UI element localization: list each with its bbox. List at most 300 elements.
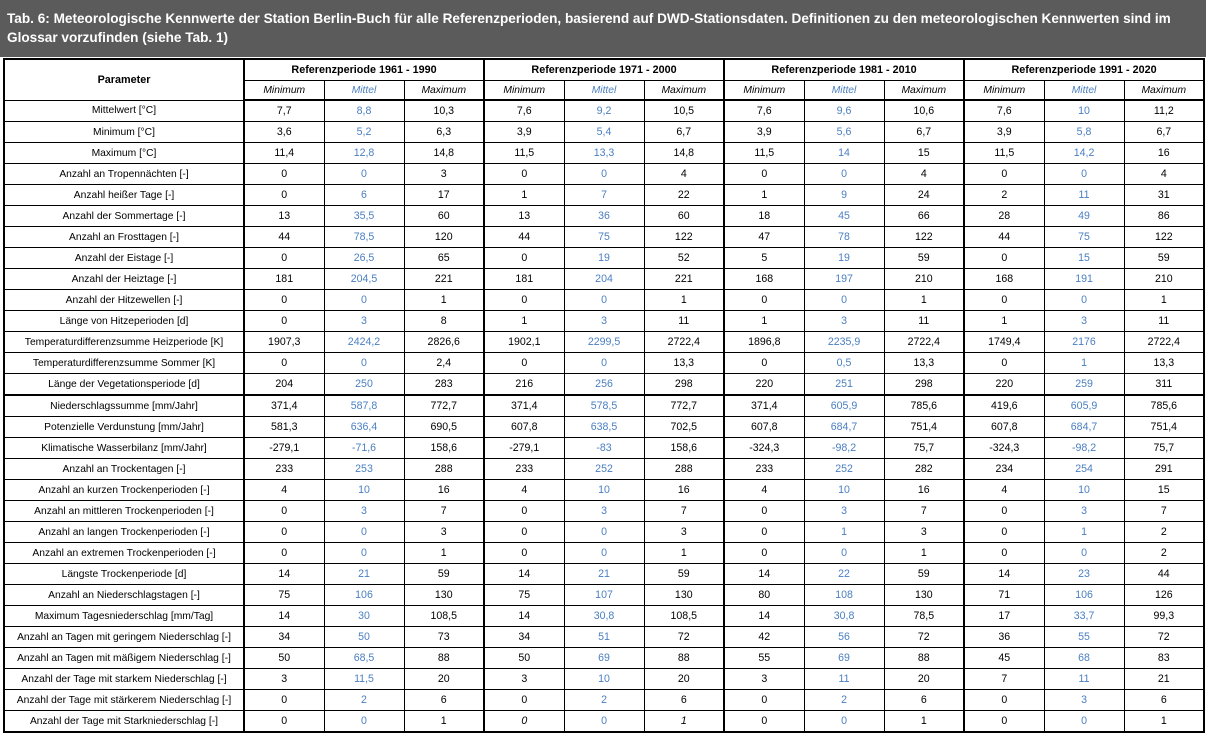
- cell-maximum: 11: [1124, 311, 1204, 332]
- cell-minimum: 3: [244, 669, 324, 690]
- cell-minimum: 50: [484, 648, 564, 669]
- table-row: [4, 353, 1204, 374]
- cell-maximum: 20: [644, 669, 724, 690]
- cell-maximum: 1: [1124, 711, 1204, 733]
- cell-minimum: 5: [724, 248, 804, 269]
- cell-maximum: 99,3: [1124, 606, 1204, 627]
- cell-maximum: 282: [884, 459, 964, 480]
- cell-minimum: 3,9: [964, 122, 1044, 143]
- cell-maximum: 1: [404, 290, 484, 311]
- cell-maximum: 1: [644, 711, 724, 733]
- cell-mittel: 23: [1044, 564, 1124, 585]
- cell-minimum: 11,5: [724, 143, 804, 164]
- meteorological-table: [3, 58, 1205, 733]
- cell-maximum: 122: [644, 227, 724, 248]
- cell-maximum: 210: [1124, 269, 1204, 290]
- cell-maximum: 13,3: [884, 353, 964, 374]
- parameter-name: Klimatische Wasserbilanz [mm/Jahr]: [4, 438, 244, 459]
- parameter-name: Anzahl der Tage mit Starkniederschlag [-]: [4, 711, 244, 733]
- cell-maximum: 2722,4: [644, 332, 724, 353]
- table-row: [4, 100, 1204, 122]
- table-row: [4, 585, 1204, 606]
- cell-mittel: 19: [564, 248, 644, 269]
- cell-mittel: 0: [564, 290, 644, 311]
- cell-maximum: 1: [404, 711, 484, 733]
- cell-minimum: 0: [964, 353, 1044, 374]
- cell-maximum: 7: [404, 501, 484, 522]
- cell-minimum: 0: [724, 164, 804, 185]
- cell-mittel: 605,9: [804, 395, 884, 417]
- cell-mittel: 684,7: [1044, 417, 1124, 438]
- cell-minimum: 14: [964, 564, 1044, 585]
- cell-mittel: 78,5: [324, 227, 404, 248]
- cell-mittel: 250: [324, 374, 404, 396]
- parameter-name: Maximum Tagesniederschlag [mm/Tag]: [4, 606, 244, 627]
- cell-minimum: 7,6: [484, 100, 564, 122]
- cell-maximum: 14,8: [404, 143, 484, 164]
- cell-minimum: 0: [964, 501, 1044, 522]
- cell-minimum: 168: [724, 269, 804, 290]
- cell-minimum: 44: [964, 227, 1044, 248]
- cell-minimum: 4: [724, 480, 804, 501]
- cell-maximum: 291: [1124, 459, 1204, 480]
- cell-minimum: 1749,4: [964, 332, 1044, 353]
- cell-minimum: 204: [244, 374, 324, 396]
- cell-maximum: 2826,6: [404, 332, 484, 353]
- cell-mittel: 12,8: [324, 143, 404, 164]
- cell-maximum: 1: [644, 290, 724, 311]
- cell-mittel: 251: [804, 374, 884, 396]
- cell-maximum: 6: [644, 690, 724, 711]
- cell-maximum: 20: [404, 669, 484, 690]
- cell-maximum: 3: [644, 522, 724, 543]
- cell-maximum: 772,7: [644, 395, 724, 417]
- cell-mittel: 3: [564, 311, 644, 332]
- cell-minimum: 0: [244, 164, 324, 185]
- cell-maximum: 73: [404, 627, 484, 648]
- cell-maximum: 4: [1124, 164, 1204, 185]
- cell-mittel: 0: [564, 353, 644, 374]
- cell-minimum: 1: [484, 311, 564, 332]
- cell-mittel: 75: [1044, 227, 1124, 248]
- cell-mittel: 11: [1044, 669, 1124, 690]
- parameter-name: Minimum [°C]: [4, 122, 244, 143]
- cell-maximum: 59: [1124, 248, 1204, 269]
- subheader-maximum: Maximum: [884, 81, 964, 101]
- cell-minimum: 14: [724, 564, 804, 585]
- cell-minimum: 4: [964, 480, 1044, 501]
- cell-minimum: 14: [484, 606, 564, 627]
- cell-minimum: 0: [484, 353, 564, 374]
- cell-maximum: 72: [1124, 627, 1204, 648]
- cell-maximum: 83: [1124, 648, 1204, 669]
- cell-maximum: 2722,4: [1124, 332, 1204, 353]
- cell-mittel: 0: [564, 711, 644, 733]
- subheader-mittel: Mittel: [564, 81, 644, 101]
- cell-maximum: 78,5: [884, 606, 964, 627]
- cell-maximum: 7: [884, 501, 964, 522]
- cell-minimum: 55: [724, 648, 804, 669]
- cell-minimum: 0: [484, 543, 564, 564]
- table-row: [4, 374, 1204, 396]
- cell-minimum: 11,5: [484, 143, 564, 164]
- period-header: Referenzperiode 1991 - 2020: [964, 59, 1204, 81]
- cell-minimum: 7,6: [724, 100, 804, 122]
- cell-mittel: 3: [1044, 311, 1124, 332]
- period-header: Referenzperiode 1961 - 1990: [244, 59, 484, 81]
- cell-maximum: 17: [404, 185, 484, 206]
- cell-minimum: -279,1: [244, 438, 324, 459]
- parameter-name: Anzahl der Tage mit starkem Niederschlag [-]: [4, 669, 244, 690]
- cell-minimum: 0: [964, 164, 1044, 185]
- cell-maximum: 14,8: [644, 143, 724, 164]
- cell-mittel: 10: [1044, 100, 1124, 122]
- cell-minimum: 3: [484, 669, 564, 690]
- cell-mittel: 50: [324, 627, 404, 648]
- parameter-name: Anzahl an Frosttagen [-]: [4, 227, 244, 248]
- cell-minimum: 0: [724, 690, 804, 711]
- cell-maximum: 785,6: [884, 395, 964, 417]
- cell-mittel: 2: [564, 690, 644, 711]
- cell-maximum: 1: [884, 543, 964, 564]
- cell-maximum: 6: [884, 690, 964, 711]
- parameter-name: Anzahl heißer Tage [-]: [4, 185, 244, 206]
- cell-maximum: 75,7: [884, 438, 964, 459]
- cell-maximum: 21: [1124, 669, 1204, 690]
- cell-mittel: 2: [324, 690, 404, 711]
- cell-mittel: 0: [804, 711, 884, 733]
- cell-minimum: 1907,3: [244, 332, 324, 353]
- period-header: Referenzperiode 1981 - 2010: [724, 59, 964, 81]
- cell-maximum: 10,6: [884, 100, 964, 122]
- cell-mittel: 587,8: [324, 395, 404, 417]
- cell-mittel: 19: [804, 248, 884, 269]
- cell-minimum: 44: [484, 227, 564, 248]
- parameter-header: Parameter: [4, 59, 244, 100]
- table-caption: Tab. 6: Meteorologische Kennwerte der Station Berlin-Buch für alle Referenzperioden, basierend auf DWD-Stationsdaten. Definitionen zu den meteorologischen Kennwerten sind im Glossar vorzufinden (siehe Tab. 1): [0, 0, 1206, 57]
- cell-maximum: 59: [884, 564, 964, 585]
- cell-maximum: 44: [1124, 564, 1204, 585]
- cell-minimum: 581,3: [244, 417, 324, 438]
- cell-mittel: 3: [804, 501, 884, 522]
- cell-mittel: 0: [1044, 290, 1124, 311]
- cell-mittel: 30,8: [564, 606, 644, 627]
- cell-maximum: 158,6: [404, 438, 484, 459]
- subheader-minimum: Minimum: [724, 81, 804, 101]
- cell-mittel: 638,5: [564, 417, 644, 438]
- cell-maximum: 130: [644, 585, 724, 606]
- cell-maximum: 20: [884, 669, 964, 690]
- cell-maximum: 16: [404, 480, 484, 501]
- cell-mittel: 69: [804, 648, 884, 669]
- cell-maximum: 8: [404, 311, 484, 332]
- cell-minimum: 607,8: [484, 417, 564, 438]
- parameter-name: Anzahl an langen Trockenperioden [-]: [4, 522, 244, 543]
- parameter-name: Anzahl der Hitzewellen [-]: [4, 290, 244, 311]
- cell-maximum: 6,7: [644, 122, 724, 143]
- cell-minimum: 1: [964, 311, 1044, 332]
- cell-minimum: 3,9: [484, 122, 564, 143]
- cell-minimum: 181: [244, 269, 324, 290]
- cell-mittel: 14,2: [1044, 143, 1124, 164]
- parameter-name: Anzahl an mittleren Trockenperioden [-]: [4, 501, 244, 522]
- cell-maximum: 288: [644, 459, 724, 480]
- cell-minimum: 0: [244, 248, 324, 269]
- cell-minimum: 0: [244, 185, 324, 206]
- cell-maximum: 16: [884, 480, 964, 501]
- cell-mittel: 33,7: [1044, 606, 1124, 627]
- cell-mittel: -83: [564, 438, 644, 459]
- cell-maximum: 7: [644, 501, 724, 522]
- cell-maximum: 13,3: [1124, 353, 1204, 374]
- cell-minimum: 42: [724, 627, 804, 648]
- cell-mittel: 252: [564, 459, 644, 480]
- cell-mittel: 2: [804, 690, 884, 711]
- cell-mittel: 252: [804, 459, 884, 480]
- cell-minimum: 0: [724, 290, 804, 311]
- cell-minimum: 0: [244, 543, 324, 564]
- cell-mittel: 5,4: [564, 122, 644, 143]
- cell-maximum: 75,7: [1124, 438, 1204, 459]
- parameter-name: Anzahl an Tagen mit mäßigem Niederschlag [-]: [4, 648, 244, 669]
- cell-minimum: 216: [484, 374, 564, 396]
- cell-mittel: 253: [324, 459, 404, 480]
- cell-minimum: 0: [724, 522, 804, 543]
- cell-maximum: 122: [884, 227, 964, 248]
- cell-mittel: 78: [804, 227, 884, 248]
- cell-minimum: 11,4: [244, 143, 324, 164]
- cell-mittel: 7: [564, 185, 644, 206]
- cell-maximum: 158,6: [644, 438, 724, 459]
- table-row: [4, 395, 1204, 417]
- cell-minimum: 0: [244, 690, 324, 711]
- cell-maximum: 130: [884, 585, 964, 606]
- cell-mittel: 0: [564, 164, 644, 185]
- cell-maximum: 298: [884, 374, 964, 396]
- cell-maximum: 751,4: [1124, 417, 1204, 438]
- parameter-name: Potenzielle Verdunstung [mm/Jahr]: [4, 417, 244, 438]
- cell-maximum: 86: [1124, 206, 1204, 227]
- cell-maximum: 130: [404, 585, 484, 606]
- subheader-maximum: Maximum: [404, 81, 484, 101]
- parameter-name: Maximum [°C]: [4, 143, 244, 164]
- cell-maximum: 690,5: [404, 417, 484, 438]
- cell-mittel: 68: [1044, 648, 1124, 669]
- cell-mittel: 0: [564, 543, 644, 564]
- table-row: [4, 185, 1204, 206]
- period-header: Referenzperiode 1971 - 2000: [484, 59, 724, 81]
- cell-minimum: 75: [244, 585, 324, 606]
- subheader-mittel: Mittel: [1044, 81, 1124, 101]
- cell-minimum: 1902,1: [484, 332, 564, 353]
- cell-maximum: 122: [1124, 227, 1204, 248]
- cell-maximum: 702,5: [644, 417, 724, 438]
- cell-minimum: 181: [484, 269, 564, 290]
- cell-minimum: 0: [484, 690, 564, 711]
- cell-maximum: 221: [644, 269, 724, 290]
- cell-maximum: 11: [644, 311, 724, 332]
- cell-minimum: 0: [484, 522, 564, 543]
- cell-maximum: 108,5: [644, 606, 724, 627]
- subheader-maximum: Maximum: [644, 81, 724, 101]
- cell-mittel: -98,2: [804, 438, 884, 459]
- cell-minimum: 371,4: [724, 395, 804, 417]
- cell-mittel: 49: [1044, 206, 1124, 227]
- cell-minimum: 371,4: [484, 395, 564, 417]
- table-body: [4, 100, 1204, 732]
- cell-maximum: 11: [884, 311, 964, 332]
- cell-minimum: -324,3: [724, 438, 804, 459]
- cell-minimum: 0: [724, 711, 804, 733]
- subheader-minimum: Minimum: [484, 81, 564, 101]
- table-row: [4, 417, 1204, 438]
- cell-minimum: 34: [484, 627, 564, 648]
- cell-maximum: 88: [644, 648, 724, 669]
- cell-maximum: 1: [404, 543, 484, 564]
- cell-maximum: 210: [884, 269, 964, 290]
- cell-minimum: 36: [964, 627, 1044, 648]
- cell-mittel: 3: [564, 501, 644, 522]
- cell-minimum: 234: [964, 459, 1044, 480]
- cell-maximum: 15: [1124, 480, 1204, 501]
- cell-maximum: 66: [884, 206, 964, 227]
- cell-maximum: 2: [1124, 522, 1204, 543]
- cell-minimum: 0: [724, 353, 804, 374]
- table-row: [4, 290, 1204, 311]
- cell-maximum: 3: [884, 522, 964, 543]
- cell-mittel: 15: [1044, 248, 1124, 269]
- cell-minimum: 0: [244, 522, 324, 543]
- cell-minimum: 11,5: [964, 143, 1044, 164]
- cell-minimum: 168: [964, 269, 1044, 290]
- cell-maximum: 88: [404, 648, 484, 669]
- cell-minimum: 14: [244, 564, 324, 585]
- cell-mittel: 2235,9: [804, 332, 884, 353]
- cell-mittel: 69: [564, 648, 644, 669]
- cell-mittel: 13,3: [564, 143, 644, 164]
- cell-mittel: 204,5: [324, 269, 404, 290]
- parameter-name: Temperaturdifferenzsumme Sommer [K]: [4, 353, 244, 374]
- cell-maximum: 59: [884, 248, 964, 269]
- cell-mittel: 0: [804, 164, 884, 185]
- cell-maximum: 4: [644, 164, 724, 185]
- cell-maximum: 59: [644, 564, 724, 585]
- cell-minimum: 34: [244, 627, 324, 648]
- cell-maximum: 10,5: [644, 100, 724, 122]
- cell-minimum: 0: [244, 711, 324, 733]
- parameter-name: Länge von Hitzeperioden [d]: [4, 311, 244, 332]
- cell-mittel: 51: [564, 627, 644, 648]
- cell-mittel: 11: [804, 669, 884, 690]
- cell-mittel: 2424,2: [324, 332, 404, 353]
- cell-maximum: 65: [404, 248, 484, 269]
- cell-maximum: 3: [404, 164, 484, 185]
- cell-maximum: 298: [644, 374, 724, 396]
- cell-minimum: 7,7: [244, 100, 324, 122]
- parameter-name: Anzahl der Heiztage [-]: [4, 269, 244, 290]
- cell-minimum: 3,6: [244, 122, 324, 143]
- cell-maximum: 1: [644, 543, 724, 564]
- subheader-mittel: Mittel: [324, 81, 404, 101]
- cell-mittel: 0: [324, 543, 404, 564]
- cell-mittel: 11: [1044, 185, 1124, 206]
- cell-minimum: 1: [724, 311, 804, 332]
- cell-mittel: 0: [324, 290, 404, 311]
- cell-maximum: 52: [644, 248, 724, 269]
- cell-mittel: 75: [564, 227, 644, 248]
- cell-minimum: 50: [244, 648, 324, 669]
- cell-mittel: 0: [324, 353, 404, 374]
- cell-minimum: 0: [964, 290, 1044, 311]
- cell-mittel: 2299,5: [564, 332, 644, 353]
- cell-minimum: 220: [964, 374, 1044, 396]
- cell-mittel: 684,7: [804, 417, 884, 438]
- cell-mittel: 9: [804, 185, 884, 206]
- table-row: [4, 543, 1204, 564]
- table-row: [4, 606, 1204, 627]
- cell-mittel: 0: [1044, 711, 1124, 733]
- cell-minimum: 0: [964, 690, 1044, 711]
- cell-maximum: 751,4: [884, 417, 964, 438]
- table-row: [4, 522, 1204, 543]
- cell-mittel: 55: [1044, 627, 1124, 648]
- cell-minimum: 1: [484, 185, 564, 206]
- parameter-name: Anzahl der Eistage [-]: [4, 248, 244, 269]
- cell-minimum: 0: [964, 543, 1044, 564]
- cell-minimum: 0: [484, 501, 564, 522]
- cell-mittel: 35,5: [324, 206, 404, 227]
- cell-minimum: 4: [484, 480, 564, 501]
- cell-minimum: 7,6: [964, 100, 1044, 122]
- cell-minimum: 0: [964, 248, 1044, 269]
- cell-maximum: 2722,4: [884, 332, 964, 353]
- cell-minimum: 0: [484, 164, 564, 185]
- cell-mittel: -71,6: [324, 438, 404, 459]
- cell-mittel: 11,5: [324, 669, 404, 690]
- cell-minimum: 0: [244, 501, 324, 522]
- cell-maximum: 4: [884, 164, 964, 185]
- cell-minimum: 0: [484, 711, 564, 733]
- cell-maximum: 24: [884, 185, 964, 206]
- cell-maximum: 1: [884, 290, 964, 311]
- table-row: [4, 480, 1204, 501]
- cell-minimum: 13: [244, 206, 324, 227]
- table-row: [4, 227, 1204, 248]
- cell-mittel: 30: [324, 606, 404, 627]
- cell-mittel: 0: [804, 543, 884, 564]
- cell-minimum: 28: [964, 206, 1044, 227]
- cell-mittel: 10: [564, 480, 644, 501]
- cell-maximum: 221: [404, 269, 484, 290]
- parameter-name: Anzahl an Niederschlagstagen [-]: [4, 585, 244, 606]
- cell-mittel: 3: [1044, 690, 1124, 711]
- cell-maximum: 6: [404, 690, 484, 711]
- cell-mittel: 0: [324, 522, 404, 543]
- table-row: [4, 248, 1204, 269]
- cell-maximum: 283: [404, 374, 484, 396]
- cell-maximum: 288: [404, 459, 484, 480]
- cell-maximum: 120: [404, 227, 484, 248]
- parameter-name: Anzahl der Tage mit stärkerem Niederschlag [-]: [4, 690, 244, 711]
- parameter-name: Mittelwert [°C]: [4, 100, 244, 122]
- cell-maximum: 6: [1124, 690, 1204, 711]
- cell-mittel: 0: [324, 711, 404, 733]
- cell-mittel: 197: [804, 269, 884, 290]
- cell-maximum: 31: [1124, 185, 1204, 206]
- table-row: [4, 648, 1204, 669]
- cell-mittel: 0: [804, 290, 884, 311]
- cell-minimum: 17: [964, 606, 1044, 627]
